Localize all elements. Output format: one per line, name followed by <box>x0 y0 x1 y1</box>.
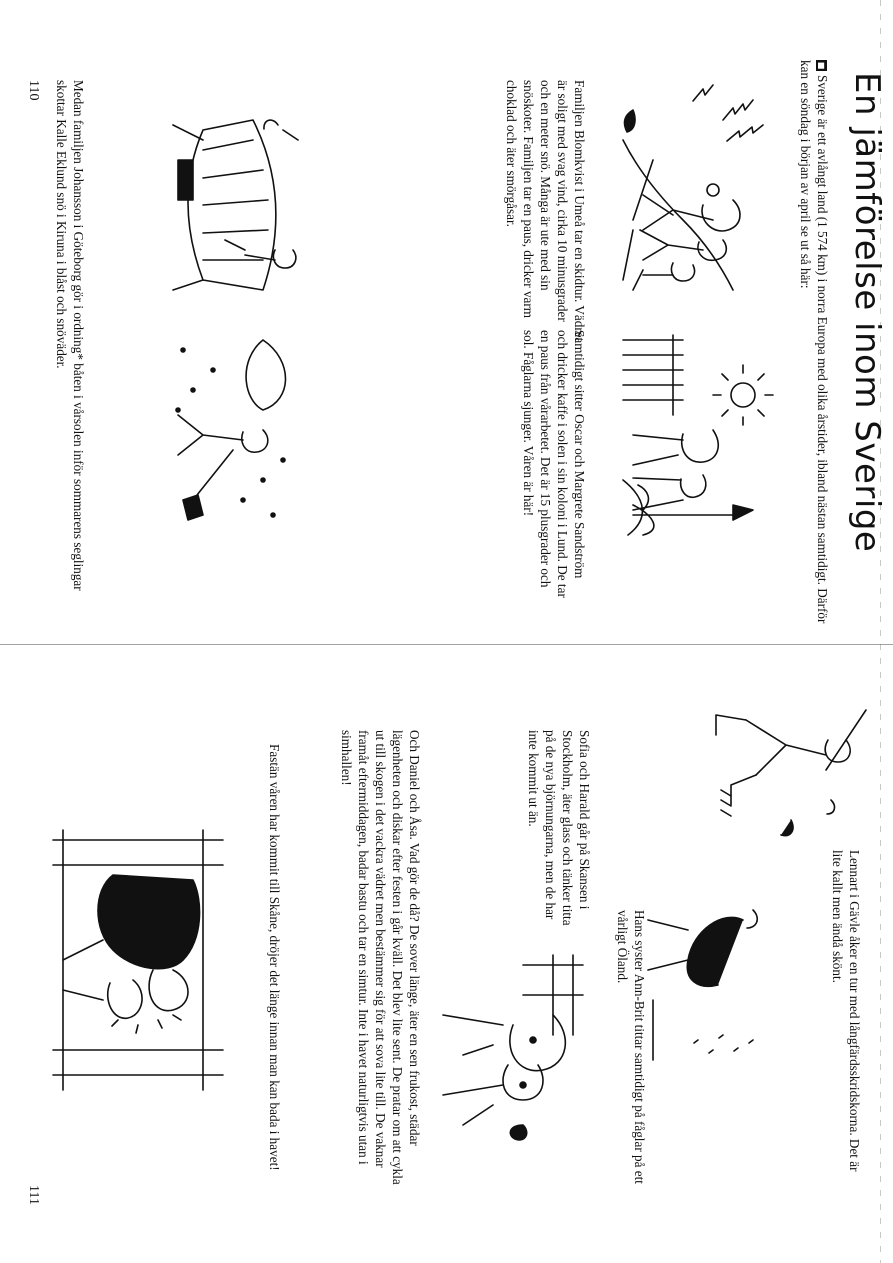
birdwatcher-illustration <box>633 890 773 1060</box>
page-number-right: 111 <box>26 1185 41 1205</box>
gavle-paragraph: Lennart i Gävle åker en tur med långfärdsskridskorna. Det är lite kallt men ändå skönt. <box>830 850 862 1172</box>
ice-skater-illustration <box>691 700 871 850</box>
oland-paragraph: Hans syster Ann-Brit tittar samtidigt på fåglar på ett vårligt Öland. <box>615 910 647 1184</box>
skiing-family-illustration <box>603 80 773 310</box>
umea-paragraph: Familjen Blomkvist i Umeå tar en skidtur. Vädret är soligt med svag vind, cirka 10 minusgrader och en meter snö. Många är ute med sin snöskoter. Familjen tar en paus, dricker varm choklad och äter smörgåsar. <box>504 80 587 342</box>
daniel-paragraph: Och Daniel och Åsa. Vad gör de då? De sover länge, äter en sen frukost, städar lägenheten och diskar efter festen i går kväll. Det blev lite sent. De pratar om att cykla ut till skogen i det vackra vädret men bestämmer sig för att sova lite till. De vaknar framåt eftermiddagen, badar bastu och tar en simtur. Inte i havet naturligtvis utan i simhallen! <box>339 730 422 1185</box>
ice-cream-couple-illustration <box>433 945 593 1145</box>
intro-text: Sverige är ett avlångt land (1 574 km) i norra Europa med olika årstider, ibland nästan samtidigt. Därför kan en söndag i början av april se ut så här: <box>798 60 830 624</box>
skansen-paragraph: Sofia och Harald går på Skansen i Stockholm, äter glass och tänker titta på de nya björnungarna, men de har inte kommit ut än. <box>526 730 592 926</box>
skane-paragraph: Fastän våren har kommit till Skåne, dröjer det länge innan man kan bada i havet! <box>267 744 282 1171</box>
page-number-left: 110 <box>26 80 41 101</box>
page-title: En jämförelse inom Sverige <box>847 72 887 553</box>
lund-paragraph: Samtidigt sitter Oscar och Margrete Sandström och dricker kaffe i solen i sin koloni i Lund. De tar en paus från vårarbetet. Det är 15 plusgrader och sol. Fåglarna sjunger. Våren är här! <box>521 330 587 598</box>
square-bullet-icon: ■ <box>817 61 826 70</box>
sauna-illustration <box>43 820 233 1090</box>
page-fold <box>0 644 893 645</box>
intro-paragraph <box>797 60 831 630</box>
snow-shoveling-illustration <box>163 330 303 530</box>
goteborg-paragraph: Medan familjen Johansson i Göteborg gör i ordning* båten i vårsolen inför sommarens seglingar skottar Kalle Eklund snö i Kiruna i blåst och snöväder. <box>54 80 86 591</box>
boat-repair-illustration <box>163 100 303 300</box>
garden-colony-illustration <box>603 330 773 540</box>
